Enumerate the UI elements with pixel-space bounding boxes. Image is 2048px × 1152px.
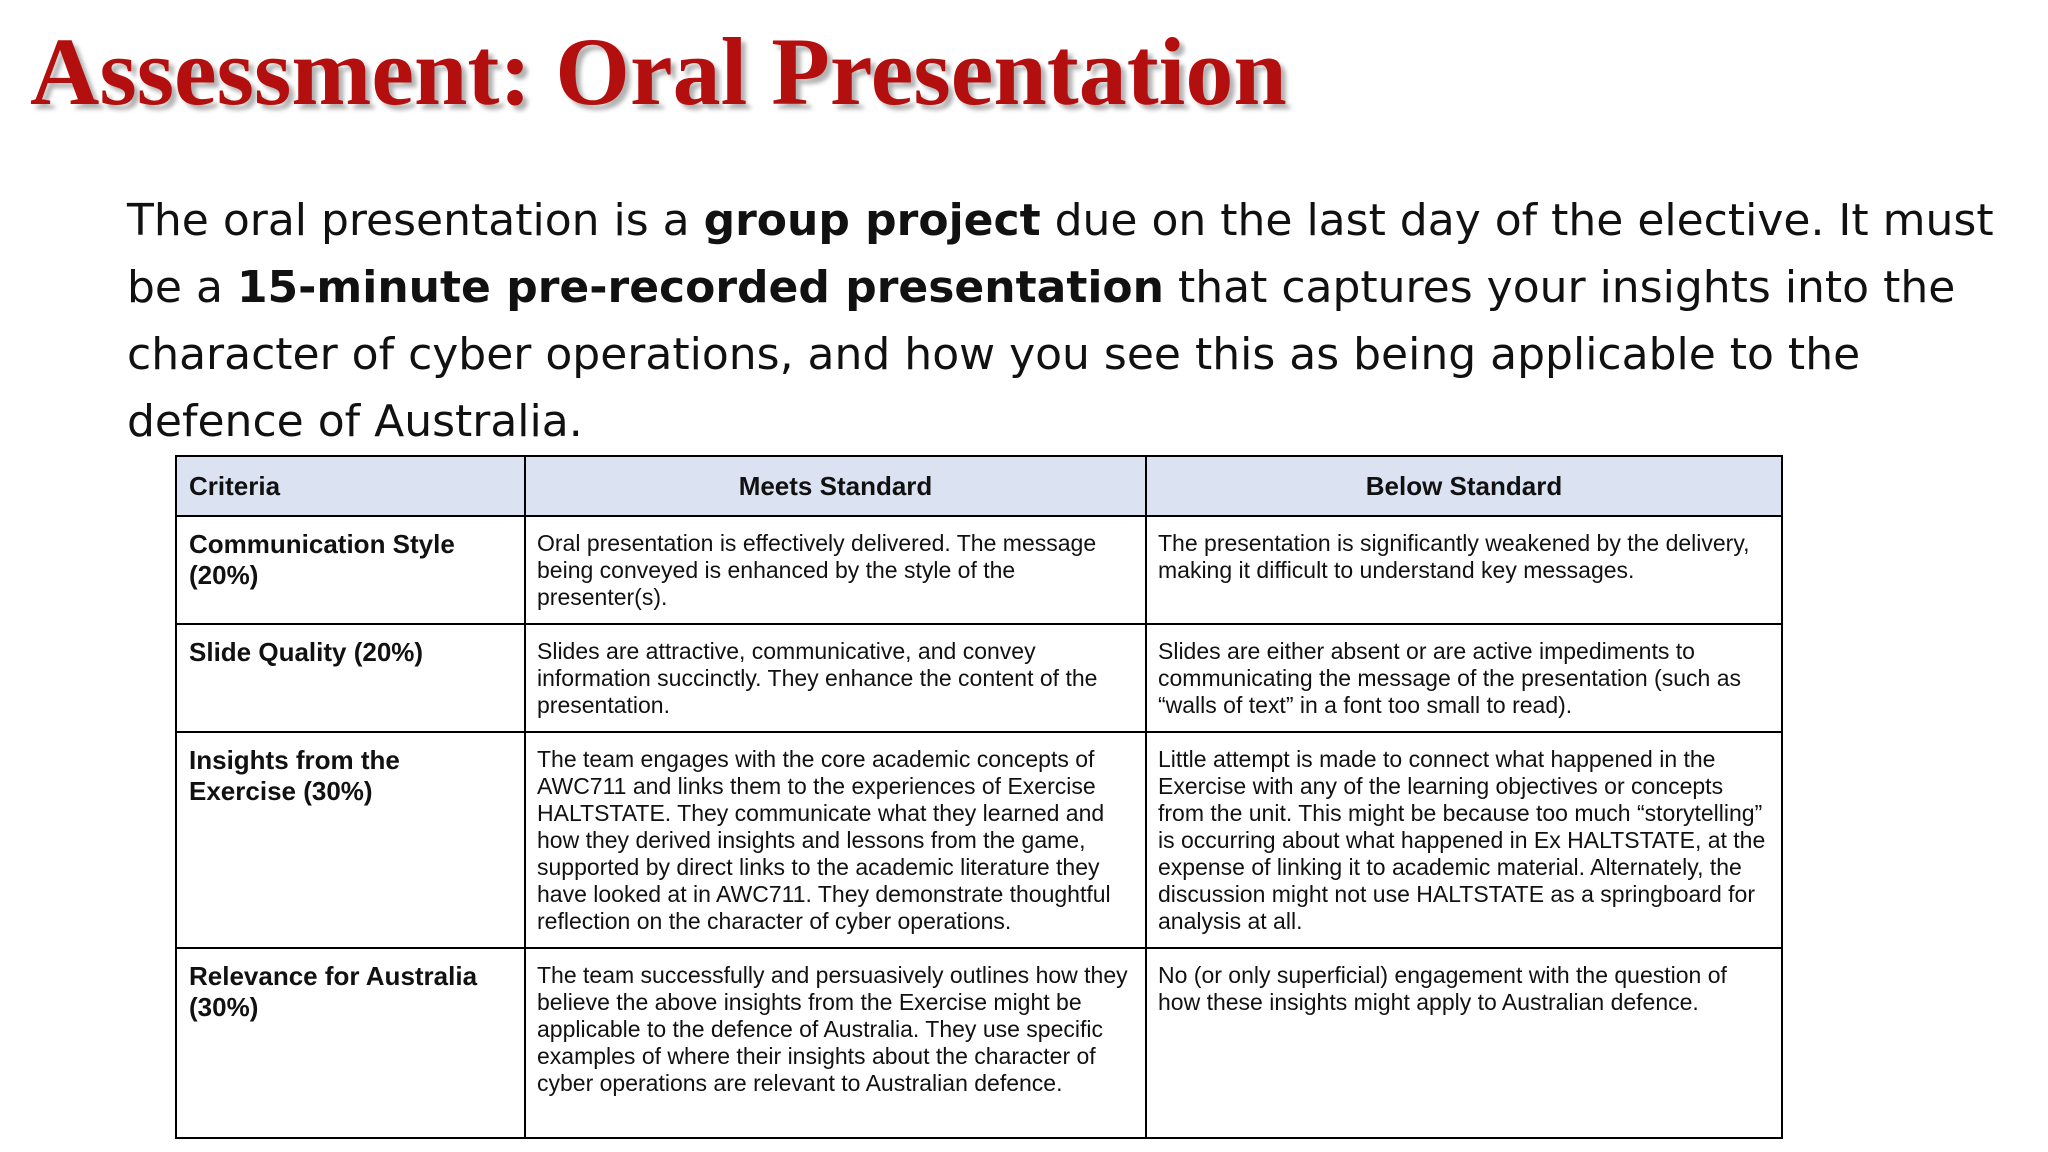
rubric-header-row <box>176 456 1782 516</box>
intro-text-3: that captures your insights into the character of cyber operations, and how you see this as being applicable to the defence of Australia. <box>127 262 1956 447</box>
criterion-cell: Communication Style (20%) <box>176 516 525 624</box>
meets-standard-cell: Slides are attractive, communicative, and convey information succinctly. They enhance the content of the presentation. <box>525 624 1146 732</box>
below-standard-cell: Little attempt is made to connect what happened in the Exercise with any of the learning objectives or concepts from the unit. This might be because too much “storytelling” is occurring about what happened in Ex HALTSTATE, at the expense of linking it to academic material. Alternately, the discussion might not use HALTSTATE as a springboard for analysis at all. <box>1146 732 1782 948</box>
meets-standard-cell: Oral presentation is effectively delivered. The message being conveyed is enhanced by the style of the presenter(s). <box>525 516 1146 624</box>
below-standard-cell: The presentation is significantly weakened by the delivery, making it difficult to understand key messages. <box>1146 516 1782 624</box>
criterion-cell: Slide Quality (20%) <box>176 624 525 732</box>
table-row <box>176 732 1782 948</box>
criterion-cell: Relevance for Australia (30%) <box>176 948 525 1138</box>
meets-standard-cell: The team successfully and persuasively outlines how they believe the above insights from the Exercise might be applicable to the defence of Australia. They use specific examples of where their insights about the character of cyber operations are relevant to Australian defence. <box>525 948 1146 1138</box>
table-row <box>176 516 1782 624</box>
table-row <box>176 948 1782 1138</box>
header-criteria: Criteria <box>176 456 525 516</box>
intro-text-1: The oral presentation is a <box>127 195 704 246</box>
table-row <box>176 624 1782 732</box>
intro-bold-duration: 15-minute pre-recorded presentation <box>236 262 1164 313</box>
header-below-standard: Below Standard <box>1146 456 1782 516</box>
below-standard-cell: Slides are either absent or are active impediments to communicating the message of the presentation (such as “walls of text” in a font too small to read). <box>1146 624 1782 732</box>
criterion-cell: Insights from the Exercise (30%) <box>176 732 525 948</box>
intro-paragraph <box>127 187 2007 455</box>
slide-title: Assessment: Oral Presentation <box>30 18 1287 125</box>
intro-text-2: due on the last day of the elective. It must be a <box>127 195 1994 313</box>
meets-standard-cell: The team engages with the core academic concepts of AWC711 and links them to the experiences of Exercise HALTSTATE. They communicate what they learned and how they derived insights and lessons from the game, supported by direct links to the academic literature they have looked at in AWC711. They demonstrate thoughtful reflection on the character of cyber operations. <box>525 732 1146 948</box>
rubric-table <box>175 455 1783 1139</box>
header-meets-standard: Meets Standard <box>525 456 1146 516</box>
intro-bold-group-project: group project <box>703 195 1041 246</box>
below-standard-cell: No (or only superficial) engagement with the question of how these insights might apply to Australian defence. <box>1146 948 1782 1138</box>
